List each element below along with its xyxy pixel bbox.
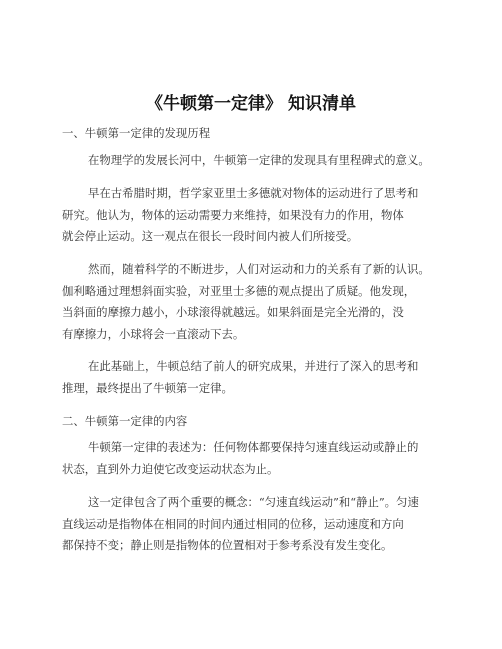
- section-heading-content: 二、牛顿第一定律的内容: [62, 414, 188, 428]
- paragraph-line: 状态，直到外力迫使它改变运动状态为止。: [62, 461, 279, 476]
- paragraph-line: 然而，随着科学的不断进步，人们对运动和力的关系有了新的认识。: [88, 262, 430, 276]
- paragraph-line: 就会停止运动。这一观点在很长一段时间内被人们所接受。: [62, 229, 359, 244]
- document-title: 《牛顿第一定律》 知识清单: [146, 94, 356, 114]
- section-heading-discovery: 一、牛顿第一定律的发现历程: [62, 126, 211, 140]
- paragraph-line: 牛顿第一定律的表述为：任何物体都要保持匀速直线运动或静止的: [88, 440, 419, 454]
- paragraph-line: 有摩擦力，小球将会一直滚动下去。: [62, 326, 245, 341]
- paragraph: [62, 183, 452, 248]
- paragraph: [62, 259, 452, 345]
- paragraph-line: 都保持不变；静止则是指物体的位置相对于参考系没有发生变化。: [62, 538, 393, 553]
- paragraph-line: 推理，最终提出了牛顿第一定律。: [62, 380, 233, 395]
- paragraph-line: 当斜面的摩擦力越小，小球滚得就越远。如果斜面是完全光滑的，没: [62, 305, 404, 320]
- paragraph-line: 在物理学的发展长河中，牛顿第一定律的发现具有里程碑式的意义。: [88, 153, 430, 167]
- paragraph: [62, 437, 452, 480]
- paragraph: [62, 356, 452, 399]
- paragraph-line: 研究。他认为，物体的运动需要力来维持，如果没有力的作用，物体: [62, 207, 404, 222]
- paragraph: [62, 150, 452, 172]
- paragraph-line: 伽利略通过理想斜面实验，对亚里士多德的观点提出了质疑。他发现，: [62, 283, 416, 298]
- paragraph-line: 在此基础上，牛顿总结了前人的研究成果，并进行了深入的思考和: [88, 359, 419, 373]
- paragraph-line: 早在古希腊时期，哲学家亚里士多德就对物体的运动进行了思考和: [88, 186, 419, 200]
- paragraph-line: 直线运动是指物体在相同的时间内通过相同的位移，运动速度和方向: [62, 516, 404, 531]
- paragraph-line: 这一定律包含了两个重要的概念：“匀速直线运动”和“静止”。匀速: [88, 495, 419, 509]
- paragraph: [62, 492, 452, 557]
